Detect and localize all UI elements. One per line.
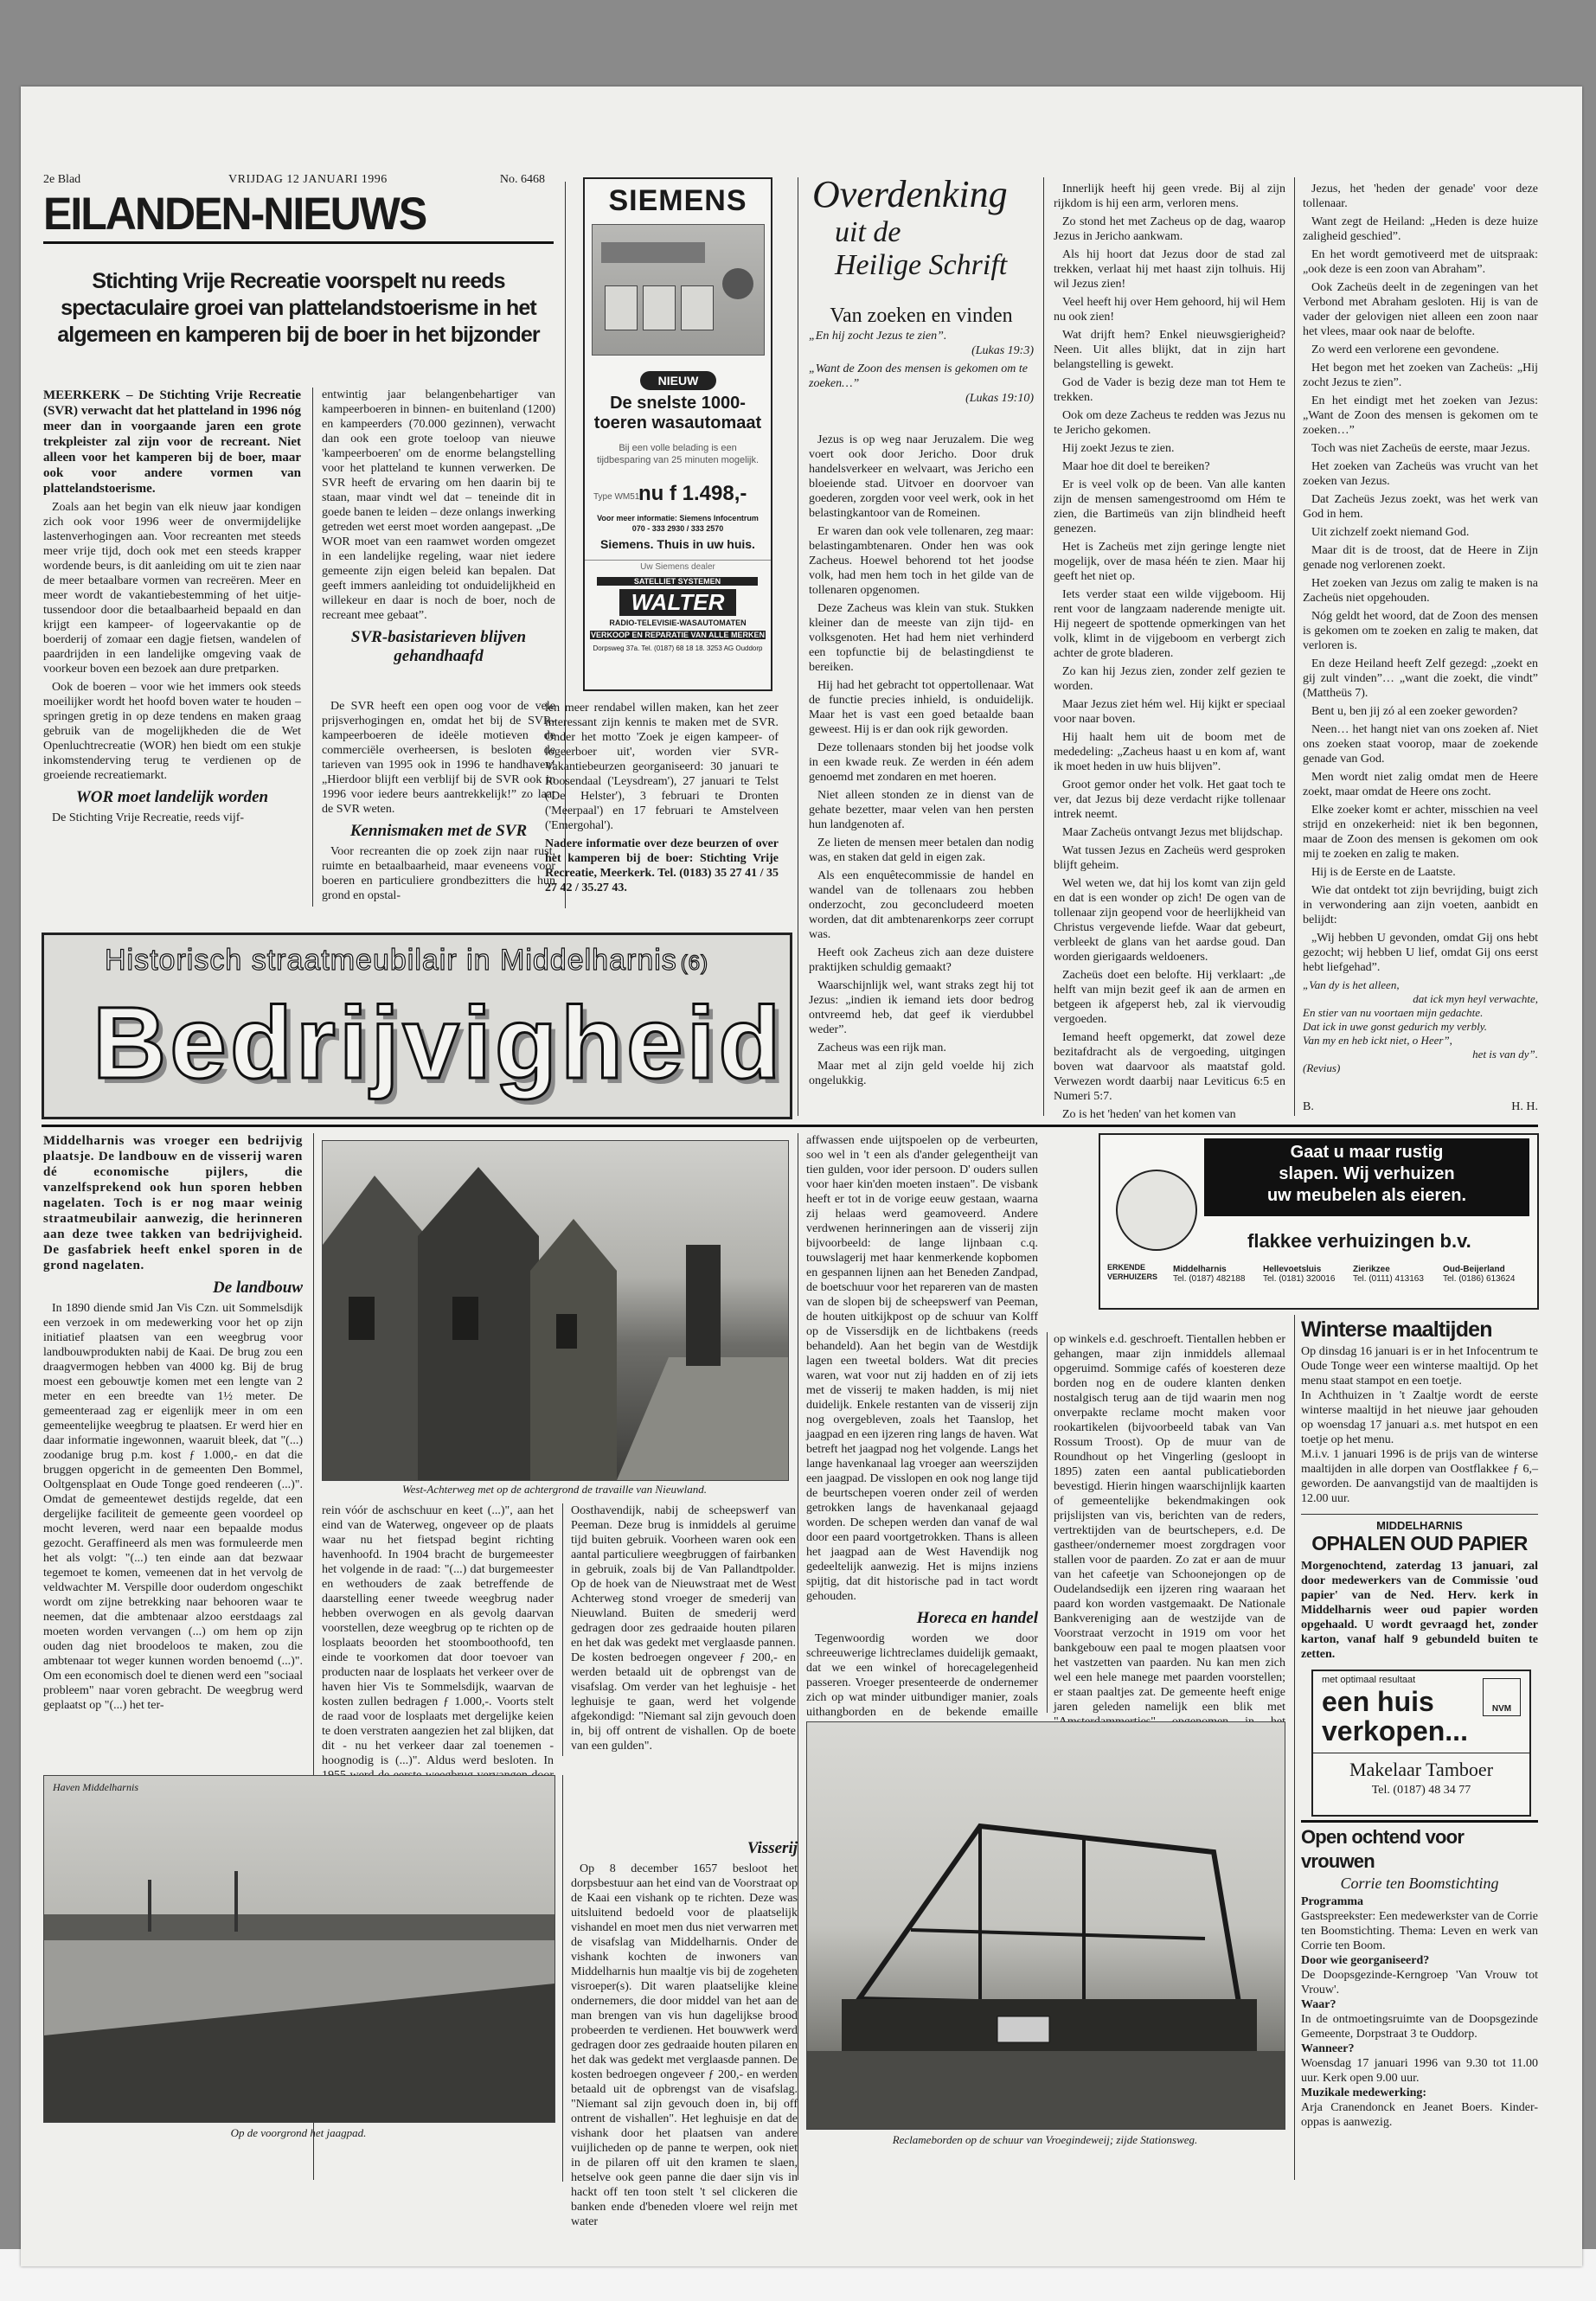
item-text: Woensdag 17 januari 1996 van 9.30 tot 11.00 uur. Kerk open 9.00 uur. [1301, 2057, 1538, 2085]
overdenking-paragraph: Jezus, het 'heden der genade' voor deze tollenaar. [1303, 183, 1538, 210]
washer-dial [722, 268, 753, 299]
siemens-sub: Bij een volle belading is een tijdbesparing van 25 minuten mogelijk. [596, 443, 760, 465]
overdenking-col-3 [1303, 182, 1538, 1116]
overdenking-paragraph: Iemand heeft opgemerkt, dat zowel deze bezitafdracht als de vergoeding, uitgingen boven wat daarvoor als maatstaf gold. Verwezen wordt daarbij naar Leviticus 6:5 en Numeri 5:7. [1054, 1031, 1285, 1103]
siemens-info: Voor meer informatie: Siemens Infocentrum 070 - 333 2930 / 333 2570 [597, 514, 759, 533]
overdenking-paragraph: Elke zoeker komt er achter, misschien na veel strijd en onzekerheid: niet ik ben begonnen, maar de Zoon des mensen is gekomen om ook mij te zoeken en zalig te maken. [1303, 804, 1538, 861]
overdenking-paragraph: Toch was niet Zacheüs de eerste, maar Jezus. [1311, 442, 1530, 455]
bedrijvigheid-col-3b [571, 1834, 798, 2228]
poem-credit: (Revius) [1303, 1061, 1341, 1074]
column-rule [562, 1775, 563, 2182]
photo-caption: Reclameborden op de schuur van Vroegindeweij; zijde Stationsweg. [892, 2133, 1198, 2146]
bedrijvigheid-col-1 [43, 1133, 303, 1756]
overdenking-paragraph: Veel heeft hij over Hem gehoord, hij wil Hem nu ook zien! [1054, 296, 1285, 324]
column-rule [1043, 177, 1044, 1116]
overdenking-paragraph: Men wordt niet zalig omdat men de Heere zoekt, maar omdat de Heere ons zocht. [1303, 771, 1538, 798]
banner-line: uw meubelen als eieren. [1266, 1186, 1467, 1205]
series-no: (6) [680, 952, 709, 975]
masthead-rule [43, 241, 554, 244]
office-place: Zierikzee [1353, 1265, 1390, 1274]
photo-caption: West-Achterweg met op de achtergrond de travaille van Nieuwland. [401, 1483, 707, 1496]
overdenking-paragraph: Deze tollenaars stonden bij het joodse volk in een kwade reuk. Ze werden in één adem genoemd met zondaren en met hoeren. [809, 741, 1034, 784]
item-label: Programma [1301, 1895, 1364, 1908]
masthead-date: VRIJDAG 12 JANUARI 1996 [228, 173, 388, 186]
overdenking-title [809, 173, 1034, 294]
walter-service: VERKOOP EN REPARATIE VAN ALLE MERKEN [590, 631, 766, 639]
overdenking-paragraph: Ook Zacheüs deelt in de zegeningen van het Verbond met Abraham gesloten. Hij is van de vader der gelovigen niet alleen een zoon naar het vlees, maar ook naar de belofte. [1303, 281, 1538, 338]
washer-button [643, 285, 676, 330]
photo-caption: Op de voorgrond het jaagpad. [230, 2126, 367, 2139]
tamboer-name: Makelaar Tamboer [1313, 1753, 1529, 1781]
bedrijvigheid-col-4 [806, 1133, 1038, 1719]
overdenking-paragraph: God de Vader is bezig deze man tot Hem te trekken. [1054, 376, 1285, 404]
column-rule [1294, 177, 1295, 1116]
overdenking-paragraph: En het eindigt met het zoeken van Jezus: „Want de Zoon des mensen is gekomen om te zoeken…” [1303, 394, 1538, 437]
overdenking-paragraph: Groot gemor onder het volk. Het gaat toch te ver, dat Jezus bij deze verdacht rijke tollenaar intrek neemt. [1054, 779, 1285, 821]
overdenking-paragraph: Zacheus was een rijk man. [817, 1042, 946, 1054]
flakkee-banner [1204, 1138, 1529, 1216]
subhead-visserij: Visserij [747, 1839, 798, 1857]
banner-line: Gaat u maar rustig [1290, 1143, 1444, 1162]
poem [1303, 978, 1538, 1075]
overdenking-paragraph: „Wij hebben U gevonden, omdat Gij ons hebt gezocht; wij hebben U lief, omdat Gij ons eerst hebt liefgehad”. [1303, 932, 1538, 974]
item-text: Gastspreekster: Een medewerkster van de Corrie ten Boomstichting. Thema: Leven en werk van Corrie ten Boom. [1301, 1910, 1538, 1952]
item-label: Waar? [1301, 1998, 1336, 2011]
office [1443, 1265, 1529, 1284]
office-place: Middelharnis [1173, 1265, 1227, 1274]
oud-papier-body: Morgenochtend, zaterdag 13 januari, zal door medewerkers van de Commissie 'oud papier' van de Ned. Herv. kerk in Middelharnis weer oud papier worden opgehaald. U wordt gevraagd het, zonder karton, vanaf half 9 gebundeld buiten te zetten. [1301, 1560, 1538, 1661]
svr-col-1 [43, 388, 301, 907]
overdenking-paragraph: Hij zoekt Jezus te zien. [1062, 442, 1175, 455]
overdenking-paragraph: Zacheüs doet een belofte. Hij verklaart: „de helft van mijn bezit geef ik aan de armen en betgeen ik afgeperst heb, zal ik viervoudig vergoeden. [1054, 969, 1285, 1026]
photo-west-achterweg [322, 1140, 789, 1481]
poem-line: En stier van nu voortaen mijn gedachte. [1303, 1006, 1484, 1019]
item-text: Arja Cranendonck en Jeanet Boers. Kinder-oppas is aanwezig. [1301, 2101, 1538, 2129]
washer-panel-image [592, 224, 765, 356]
signature-hh: H. H. [1511, 1100, 1538, 1113]
item-label: Muzikale medewerking: [1301, 2086, 1427, 2099]
column-rule [1047, 1332, 1048, 1713]
column-rule [312, 388, 313, 907]
series-title-text: Historisch straatmeubilair in Middelharnis [105, 944, 677, 977]
overdenking-paragraph: Wat drijft hem? Enkel nieuwsgierigheid? Neen. Uit alles blijkt, dat in zijn hart belangstelling is gewekt. [1054, 329, 1285, 371]
siemens-type: Type WM51 [593, 492, 640, 502]
bedrijvigheid-paragraph: affwassen ende uijtspoelen op de verbeurten, soo wel in 't een als d'ander gelegentheijt van tien gulden, voor ider persoon. D' ouders sullen voor haer kin'den moeten instaen". De visbank heeft er tot in de vorige eeuw gestaan, waarna zij helaas werd geamoveerd. Andere verdwenen herinneringen aan de visserij zijn bijvoorbeeld: de lange lijnbaan c.q. touwslagerij met haar kenmerkende kopbomen en gespannen lijnen aan het Beneden Zandpad, de boetschuur voor het repareren van de masten van de slopen bij de scheepswerf van Peeman, de houten uitkijkpost op de schuur van Kolff op de Vissersdijk en de lichtbakens (reeds behandeld). Aan het begin van de Westdijk lagen een tweetal bolders. Wat dit precies waren, wat voor nut zij hadden en of zij iets met de visserij te maken hadden, is mij niet duidelijk. Enkele restanten van de visserij zijn nog overgebleven, zoals het Taanslop, het jaagpad en een ijzeren ring langs de haven. Wat betreft het jaagpad nog het volgende. Langs het lange havenkanaal lag vroeger aan weerszijden een jaagpad. De visslopen en ook nog lange tijd de beurtschepen voeren onder zeil of werden getrokken langs de havenkanaal gejaagd worden. De schepen werden dan vanaf de wal door een paard voortgetrokken. Thans is alleen het jaagpad aan de West Havendijk nog gedeeltelijk aanwezig. Het is mijns inziens spijtig, dat dit historische pad in tact wordt gehouden. [806, 1134, 1038, 1603]
flakkee-company: flakkee verhuizingen b.v. [1247, 1230, 1471, 1252]
overdenking-paragraph: Ze lieten de mensen meer betalen dan nodig was, en staken dat geld in eigen zak. [809, 836, 1034, 864]
overdenking-paragraph: Zo stond het met Zacheus op de dag, waarop Jezus in Jericho aankwam. [1054, 215, 1285, 243]
tamboer-line1: een huis [1322, 1686, 1434, 1717]
bedrijvigheid-paragraph: Oosthavendijk, nabij de scheepswerf van Peeman. Deze brug is inmiddels al geruime tijd buiten gebruik. Voorheen waren ook een aantal particuliere weegbruggen of fairbanken in gebruik, zoals bij de Van Pallandtpolder. Op de hoek van de Nieuwstraat met de West Achterweg stond vroeger de smederij van Nieuwland. Buiten de smederij werd gedragen door zes gedraaide houten pilaren en het dak was gedekt met verglaasde pannen. De kosten bedroegen ongeveer ƒ 200,- en werden betaald uit de opbrengst van de visafslag. Om verder van het leghuisje - het leghuisje te gaan, werd het volgende afgekondigd: "Niemant sal zijn gevouch doen in, bij off ontrent de vishallen. Op de boete van een gulden". [571, 1504, 796, 1753]
overdenking-paragraph: Als hij hoort dat Jezus door de stad zal trekken, verlaat hij met haast zijn tolhuis. Hij wil Jezus zien! [1054, 248, 1285, 291]
banner-line: slapen. Wij verhuizen [1279, 1164, 1455, 1183]
svr-col-2 [322, 388, 555, 720]
svr-subhead-kennismaken: Kennismaken met de SVR [349, 822, 528, 840]
svr-info: Nadere informatie over deze beurzen of over het kamperen bij de boer: Stichting Vrije Recreatie, Meerkerk. Tel. (0183) 35 27 41 / 35 27 42 / 35.27 43. [545, 837, 779, 894]
section-rule [42, 1125, 1538, 1127]
overdenking-paragraph: Heeft ook Zacheus zich aan deze duistere praktijken schuldig gemaakt? [809, 946, 1034, 974]
winterse-body: Op dinsdag 16 januari is er in het Infocentrum te Oude Tonge weer een winterse maaltijd. Op het menu staat stampot en een toetje. In Achthuizen in 't Zaaltje wordt de eerste winterse maaltijd in het nieuwe jaar gehouden op woensdag 17 januari a.s. met hutspot en een toetje op het menu. M.i.v. 1 januari 1996 is de prijs van de winterse maaltijden in alle dorpen van Oostflakkee ƒ 6,– geworden. De aanvangstijd van de maaltijden is 12.00 uur. [1301, 1345, 1538, 1505]
bedrijvigheid-col-3 [571, 1503, 796, 1815]
signature-b: B. [1303, 1100, 1314, 1113]
overdenking-paragraph: Zo is het 'heden' van het komen van [1062, 1108, 1236, 1121]
open-ochtend-items [1301, 1894, 1538, 2130]
overdenking-paragraph: Niet alleen stonden ze in dienst van de gehate bezetter, maar velen van hen persten hun landgenoten af. [809, 789, 1034, 831]
overdenking-headline: Van zoeken en vinden [830, 304, 1013, 327]
tamboer-tel: Tel. (0187) 48 34 77 [1371, 1784, 1471, 1797]
column-rule [562, 1503, 563, 1756]
overdenking-paragraph: Nóg geldt het woord, dat de Zoon des mensen is gekomen om te zoeken en zalig te maken, dat verloren is. [1303, 610, 1538, 652]
overdenking-paragraph: Er waren dan ook vele tollenaren, zeg maar: belastingambtenaren. Onder hen was ook Zacheus. Hoewel behorend tot het joodse volk, had men hem toch in het gilde van de tollenaren opgenomen. [809, 525, 1034, 597]
svr-subhead-wor: WOR moet landelijk worden [75, 788, 269, 806]
overdenking-paragraph: Wel weten we, dat hij los komt van zijn geld en dat is een wonder op zich! De ogen van de tollenaar zijn geopend voor de heerlijkheid van Christus vergevende liefde. Waar dat gebeurt, verbleekt de glans van het aardse goud. Dan worden gierigaards weldoeners. [1054, 877, 1285, 964]
flakkee-offices [1173, 1265, 1528, 1299]
overdenking-paragraph: Hij had het gebracht tot oppertollenaar. Wat de functie precies inhield, is onduidelijk. Maar het is vast een goed betaalde baan geweest. Hij is er dan ook rijk geworden. [809, 679, 1034, 736]
svr-paragraph: Voor recreanten die op zoek zijn naar rust, ruimte en betaalbaarheid, maar eveneens voor boeren en particuliere grondbezitters die hun grond en opstal- [322, 845, 555, 902]
bedrijvigheid-paragraph: rein vóór de aschschuur en keet (...)", aan het eind van de Waterweg, ongeveer op de plaats waar nu het fietspad begint richting havenhoofd. In 1904 bracht de burgemeester het volgende in de raad: "(...) dat burgemeester en wethouders de zaak betreffende de daarstelling eener tweede weegbrug nader hebben overwogen en als gevolg daarvan voorstellen, deze weegbrug op te richten op de losplaats beoorden het stoomboothoofd, ten einde te voorkomen dat door toevoer van producten naar de losplaats het verkeer over de haven hier Vis te Sommelsdijk, waarvan de kosten zullen bedragen ƒ 1.000,-. Voorts stelt de raad voor de losplaats met dergelijke keien te doen verstraten aangezien het zal blijken, dat dit - nu het verkeer daar zal toenemen - hoognodig is (...)". Aldus werd besloten. In [322, 1504, 554, 1767]
walter-address: Dorpsweg 37a. Tel. (0187) 68 18 18. 3253 AG Ouddorp [593, 644, 763, 652]
office-place: Hellevoetsluis [1263, 1265, 1322, 1274]
bedrijvigheid-paragraph: In 1890 diende smid Jan Vis Czn. uit Sommelsdijk een verzoek in om medewerking voor het op zijn initiatief plaatsen van een weegbrug voor landbouwprodukten nabij de Kaai. De brug zou een draagvermogen hebben van 4000 kg. Bij de brug moest een gebouwtje komen met een lengte van 2 meter en een breedte van 1½ meter. De gemeenteraad zag er eigenlijk meer in om een gemeentelijke weegbrug te plaatsen. Er werd hier en daar informatie ingewonnen, waaruit bleek, dat "(...) zoodanige brug p.m. kost ƒ 1.000,- en dat die bruggen opgericht in de gemeenten Den Bommel, Ooltgensplaat en Oude Tonge goed rendeeren (...)". Omdat de gemeentewet destijds regelde, dat een dergelijke faciliteit de gemeente geen voordeel op mocht leveren, werd naar een bepaalde modus gezocht. Geraffineerd als men was formuleerde men het als volgt: "(...) ten einde aan dat bezwaar tegemoet te komen, vemeenen dat in het vervolg de veldwachter M. Verspille door ouderdom ongeschikt wordt om zijne betrekking naar behooren waar te neemen, dat die ambtenaar alzoo eerstdaags zal moeten worden vervangen (...) om hem op zijn ouden dag niet broodeloos te maken, zou die ambtenaar tot weger kunnen worden benoemd (...)". Om een economisch doel te dienen werd een "sociaal probleem" naar voren gebracht. De weegbrug werd geplaatst op "(...) het ter- [43, 1302, 303, 1712]
oud-papier-headline: OPHALEN OUD PAPIER [1311, 1532, 1528, 1554]
poem-line: het is van dy”. [1472, 1048, 1538, 1061]
svr-paragraph: len meer rendabel willen maken, kan het zeer interessant zijn kennis te maken met de SVR. Onder het motto 'Zoek je eigen kampeer- of logeerboer uit', worden vier SVR-Vakantiebeurzen georganiseerd: 30 januari te Roosendaal ('Leysdream'), 27 januari te Telst ('De Helster'), 3 februari te Dronten ('Meerpaal') en 17 februari te Amstelveen ('Emergohal'). [545, 702, 779, 832]
item-label: Wanneer? [1301, 2042, 1355, 2055]
poem-line: Van my en heb ickt niet, o Heer”, [1303, 1034, 1452, 1047]
tamboer-line2: verkopen... [1322, 1715, 1468, 1747]
siemens-slogan: Siemens. Thuis in uw huis. [600, 537, 755, 551]
overdenking-title-2: uit de [835, 216, 901, 248]
overdenking-paragraph: Wie dat ontdekt tot zijn bevrijding, buigt zich in verwondering aan zijn voeten, aanbidt en belijdt: [1303, 884, 1538, 926]
office-place: Oud-Beijerland [1443, 1265, 1505, 1274]
item-label: Door wie georganiseerd? [1301, 1954, 1430, 1967]
siemens-logo: SIEMENS [608, 184, 747, 217]
open-ochtend-notice [1301, 1825, 1538, 2180]
bedrijvigheid-col-2 [322, 1503, 554, 1767]
eggbox-icon [1116, 1170, 1197, 1251]
nieuw-badge: NIEUW [640, 371, 716, 390]
bedrijvigheid-paragraph: Tegenwoordig worden we door schreeuwerige lichtreclames duidelijk gemaakt, dat we een winkel of horecagelegenheid passeren. Vroeger presenteerde de ondernemer zich op wat minder uitbundiger manier, zoals uithangborden en de bekende emaille [806, 1632, 1038, 1719]
overdenking-paragraph: Het is Zacheüs met zijn geringe lengte niet mogelijk, over de masa héén te zien. Maar hij geeft het niet op. [1054, 541, 1285, 583]
overdenking-paragraph: Iets verder staat een wilde vijgeboom. Hij rent voor de langzaam naderende menigte uit. Hij negeert de spottende opmerkingen van het volk, klimt in de vijgeboom en verbergt zich achter de grote bladeren. [1054, 588, 1285, 660]
bedrijvigheid-title: Bedrijvigheid [93, 986, 785, 1100]
overdenking-title-3: Heilige Schrift [835, 249, 1008, 281]
walter-logo: WALTER [619, 589, 736, 616]
bedrijvigheid-paragraph: Op 8 december 1657 besloot het dorpsbestuur aan het eind van de Voorstraat op de Kaai een vishank op te richten. Deze was uitsluitend bedoeld voor de plaatselijk vishandel en moet men dus niet verwarren met de visafslag van Middelharnis. Onder de vishank kochten de inwoners van Middelharnis hun maaltje vis bij de zogeheten visroeper(s). Dit waren plaatselijke kleine ondernemers, die door middel van het aan de man brengen van vis hun dagelijkse brood probeerden te verdienen. Het bouwwerk werd gedragen door zes gedraaide houten pilaren en het dak was gedekt met verglaasde pannen. De kosten bedroegen ongeveer ƒ 200,- en werden betaald uit de opbrengst van de visafslag. "Niemant sal zijn gevouch doen in, bij off ontrent de vishallen". Het leghuisje en dat de vishank door het plaatsen van andere vuijlicheden op de panne te werpen, ook niet in de pilaren off uit den kramen te slaen, hetselve ook geen panne die daer sijn vis in hackt off ten toon stelt 't sel clickeren die banken ende d'beneden vloere wel reijn met water [571, 1862, 798, 2228]
washer-display [601, 242, 705, 263]
poem-line: dat ick myn heyl verwachte, [1413, 992, 1538, 1005]
office [1353, 1265, 1439, 1284]
open-ochtend-sub: Corrie ten Boomstichting [1340, 1875, 1499, 1892]
winterse-headline: Winterse maaltijden [1301, 1317, 1492, 1342]
overdenking-quote: „En hij zocht Jezus te zien”. [809, 330, 947, 343]
item-text: De Doopsgezinde-Kerngroep 'Van Vrouw tot Vrouw'. [1301, 1969, 1538, 1997]
nvm-logo: NVM [1483, 1678, 1521, 1716]
overdenking-paragraph: Maar hoe dit doel te bereiken? [1062, 460, 1210, 473]
svr-paragraph: entwintig jaar belangenbehartiger van kampeerboeren in binnen- en buitenland (1200) en kampeerders (70.000 gezinnen), verwacht dan ook een grote toeloop van nieuwe 'kampeerboeren' om de enorme belangstelling voor het platteland te kunnen verwerken. De SVR heeft de ervaring om hen daarin bij te staan, maar vindt wel dat – teneinde dit in goede banen te leiden – deze onlangs inwerking getreden wet eerst moet worden aangepast. „De WOR moet van een raamwet worden omgezet in een landelijke regeling, waar niet iedere gemeente zijn eigen beleid kan bepalen. Dat geeft immers aanleiding tot onduidelijkheid en willekeur en daar is noch de boer, noch de recreant mee gebaat”. [322, 388, 555, 622]
oud-papier-notice [1301, 1519, 1538, 1666]
poem-line: „Van dy is het alleen, [1303, 978, 1400, 991]
overdenking-paragraph: Want zegt de Heiland: „Heden is deze huize zaligheid geschied”. [1303, 215, 1538, 243]
overdenking-paragraph: En het wordt gemotiveerd met de uitspraak: „ook deze is een zoon van Abraham”. [1303, 248, 1538, 276]
overdenking-quote: „Want de Zoon des mensen is gekomen om te zoeken…” [809, 362, 1029, 390]
siemens-ad[interactable] [583, 177, 772, 691]
overdenking-paragraph: Maar dit is de troost, dat de Heere in Zijn genade nog verlorenen zoekt. [1303, 544, 1538, 572]
svr-paragraph: Zoals aan het begin van elk nieuw jaar kondigen zich ook voor 1996 weer de onvermijdelijke lastenverhogingen aan. Voor recreanten met steeds meer vrije tijd, doch ook met een steeds krapper wordende beurs, is dit aanleiding om uit te zien naar de meer betaalbare vormen van recreëren. Meer en meer wordt de vakantiebestemming of het uitje-tussendoor door die betaalbaarheid bepaald en dan krijgt een kampeer- of logeervakantie op de boerderij of zomaar een dagje fietsen, wandelen of paardrijden in een landelijke omgeving vaak de voorkeur boven een bezoek aan dure pretparken. [43, 501, 301, 676]
office-tel: Tel. (0186) 613624 [1443, 1274, 1516, 1284]
overdenking-col-1 [809, 433, 1034, 1116]
oud-papier-place: MIDDELHARNIS [1376, 1519, 1463, 1532]
barn-photo-drawing [807, 1722, 1285, 2129]
walter-line: RADIO-TELEVISIE-WASAUTOMATEN [609, 619, 747, 627]
svr-paragraph: De Stichting Vrije Recreatie, reeds vijf- [52, 811, 245, 824]
walter-tag: SATELLIET SYSTEMEN [597, 577, 758, 586]
svr-headline [43, 268, 554, 375]
overdenking-paragraph: Maar Zacheüs ontvangt Jezus met blijdschap. [1062, 826, 1284, 839]
section-rule [1301, 1820, 1538, 1823]
overdenking-paragraph: Zo werd een verlorene een gevondene. [1311, 343, 1499, 356]
subhead-horeca: Horeca en handel [916, 1609, 1038, 1627]
overdenking-paragraph: Ook om deze Zacheus te redden was Jezus nu te Jericho gekomen. [1054, 409, 1285, 437]
siemens-price: nu f 1.498,- [638, 482, 747, 505]
overdenking-paragraph: Innerlijk heeft hij geen vrede. Bij al zijn rijkdom is hij een arm, verloren mens. [1054, 183, 1285, 210]
bedrijvigheid-lead: Middelharnis was vroeger een bedrijvig plaatsje. De landbouw en de visserij waren dé economische pijlers, die vanzelfsprekend ook hun sporen hebben nagelaten. Toch is er nog maar weinig straatmeubilair aanwezig, die herinneren aan deze twee takken van bedrijvigheid. De gasfabriek heeft enkel sporen in de grond nagelaten. [43, 1134, 303, 1272]
svr-subhead-tarieven: SVR-basistarieven blijven gehandhaafd [350, 628, 527, 665]
harbour-photo-drawing [44, 1776, 554, 2122]
masthead-title: EILANDEN-NIEUWS [43, 188, 426, 240]
overdenking-signature [1303, 1100, 1538, 1118]
photo-haven [43, 1775, 555, 2123]
office-tel: Tel. (0111) 413163 [1353, 1274, 1424, 1284]
overdenking-paragraph: Zo kan hij Jezus zien, zonder zelf gezien te worden. [1054, 665, 1285, 693]
overdenking-header [809, 303, 1034, 424]
overdenking-paragraph: Wat tussen Jezus en Zacheüs werd gesproken blijft geheim. [1054, 844, 1285, 872]
overdenking-title-1: Overdenking [812, 173, 1008, 215]
tamboer-ad[interactable] [1311, 1670, 1531, 1817]
column-rule [1294, 1315, 1295, 2180]
office [1173, 1265, 1259, 1284]
overdenking-paragraph: Dat Zacheüs Jezus zoekt, was het werk van God in hem. [1303, 493, 1538, 521]
svr-paragraph: De SVR heeft een open oog voor de vele prijsverhogingen en, omdat het bij de SVR-kampeerboeren de ideële motieven de commerciële overheersen, is besloten de tarieven van 1995 ook in 1996 te handhaven! „Hierdoor blijft een verblijf bij de SVR ook in 1996 voor iedere beurs aantrekkelijk!” zo laat de SVR weten. [322, 700, 555, 816]
siemens-dealer-note: Uw Siemens dealer [585, 560, 771, 572]
svr-paragraph: Ook de boeren – voor wie het immers ook steeds moeilijker wordt het hoofd boven water te houden – springen gretig in op deze tendens en maken graag gebruik van de mogelijkheden die de Wet Openluchtrecreatie (WOR) hen biedt om een stukje inkomstenderving terug te verdienen op de groeiende recreatiemarkt. [43, 681, 301, 782]
svr-col-2b [322, 699, 555, 907]
overdenking-paragraph: Er is veel volk op de been. Van alle kanten zijn de mensen samengestroomd om Hém te zien, die Bartimeüs van zijn blindheid heeft genezen. [1054, 478, 1285, 535]
overdenking-ref: (Lukas 19:3) [971, 344, 1034, 357]
office-tel: Tel. (0187) 482188 [1173, 1274, 1246, 1284]
street-photo-drawing [323, 1141, 788, 1480]
section-rule [1301, 1514, 1538, 1515]
overdenking-paragraph: Als een enquêtecommissie de handel en wandel van de tollenaars zou hebben onderzocht, zou geconcludeerd moeten worden, dat dit ambtenarenkorps zeer corrupt was. [809, 869, 1034, 941]
svr-lead: MEERKERK – De Stichting Vrije Recreatie (SVR) verwacht dat het platteland in 1996 nóg meer dan in voorgaande jaren een grote trekpleister zal zijn voor de recreant. Niet alleen voor het kamperen bij de boer, maar ook voor andere vormen van plattelandstoerisme. [43, 388, 301, 496]
tamboer-top: met optimaal resultaat [1322, 1675, 1416, 1685]
siemens-headline: De snelste 1000-toeren wasautomaat [593, 394, 762, 433]
office [1263, 1265, 1349, 1284]
bedrijvigheid-paragraph: op winkels e.d. geschroeft. Tientallen hebben er gehangen, maar zijn inmiddels allemaal opgeruimd. Sommige cafés of koesteren deze borden nog en de oudere klanten denken nostalgisch terug aan de tijd waarin men nog onverpakte reclame mocht maken voor rookartikelen (bijvoorbeeld tabak van Van Rossum Troost). Op de muur van de Roundhout op het Vingerling (gesloopt in 1895) zaten een aantal publicatieborden bevestigd. Hierin hingen waarschijnlijk kaarten of gemeentelijke bekendmakingen ook prijslijsten van vis, berichten van de reders, vertrektijden van de beurtschepers, e.d. De gastheer/ondernemer moest zorgdragen voor stallen voor de paarden. Zo zat er aan de muur van het cafeetje van Schoonejongen op de Oudelandsedijk een ijzeren ring waaraan het paard kon worden vastgemaakt. De Nationale Bankvereniging aan de westzijde van de Voorstraat verzocht in 1919 om voor het bankgebouw een paal te mogen plaatsen voor het vastzetten van paarden. Nu kan men zich wel een hele manege met paarden voorstellen; er staan paaltjes zat. De gemeente heeft enige jaren geleden namelijk een blik met [1054, 1333, 1285, 1714]
flakkee-ad[interactable] [1099, 1133, 1539, 1310]
overdenking-paragraph: Maar Jezus ziet hém wel. Hij kijkt er speciaal voor naar boven. [1054, 698, 1285, 726]
office-tel: Tel. (0181) 320016 [1263, 1274, 1336, 1284]
masthead-blad: 2e Blad [43, 173, 81, 186]
overdenking-paragraph: Uit zichzelf zoekt niemand God. [1311, 526, 1470, 539]
svr-headline-text: Stichting Vrije Recreatie voorspelt nu reeds spectaculaire groei van plattelandstoerisme in het algemeen en kamperen bij de boer in het bijzonder [57, 269, 540, 347]
overdenking-paragraph: Het begon met het zoeken van Zacheüs: „Hij zocht Jezus te zien”. [1303, 362, 1538, 389]
poem-line: Dat ick in uwe gonst gedurich my verbly. [1303, 1020, 1488, 1033]
overdenking-paragraph: Neen… het hangt niet van ons zoeken af. Niet ons zoeken staat voorop, maar de zoekende genade van God. [1303, 723, 1538, 766]
overdenking-paragraph: Waarschijnlijk wel, want straks zegt hij tot Jezus: „indien ik iemand iets door bedrog ontvreemd heb, dat geef ik vierdubbel weder”. [809, 979, 1034, 1036]
overdenking-paragraph: Hij haalt hem uit de boom met de mededeling: „Zacheus haast u en kom af, want ik moet heden in uw huis blijven”. [1054, 731, 1285, 773]
winterse-notice [1301, 1317, 1538, 1507]
photo-label: Haven Middelharnis [53, 1781, 138, 1793]
bedrijvigheid-banner [42, 933, 792, 1119]
overdenking-ref: (Lukas 19:10) [965, 392, 1034, 405]
washer-button [605, 285, 638, 330]
svr-col-3 [545, 701, 779, 908]
erkende-logo: ERKENDE VERHUIZERS [1107, 1263, 1158, 1281]
item-text: In de ontmoetingsruimte van de Doopsgezinde Gemeente, Dorpstraat 3 te Ouddorp. [1301, 2013, 1538, 2041]
overdenking-paragraph: Deze Zacheus was klein van stuk. Stukken kleiner dan de meeste van zijn tijd- en volksgenoten. Het had hem niet verhinderd een topfunctie bij de belastingdienst te bereiken. [809, 602, 1034, 674]
overdenking-paragraph: Het zoeken van Zacheüs was vrucht van het zoeken van Jezus. [1303, 460, 1538, 488]
masthead-number: No. 6468 [499, 173, 545, 186]
subhead-landbouw: De landbouw [213, 1279, 303, 1297]
overdenking-paragraph: Jezus is op weg naar Jeruzalem. Die weg voert ook door Jericho. Door druk handelsverkeer en welvaart, was Jericho een bloeiende stad. Uitvoer en doorvoer van goederen, zorgden voor veel werk, ook in het belastingkantoor van de Romeinen. [809, 433, 1034, 520]
bedrijvigheid-col-5 [1054, 1332, 1285, 1713]
overdenking-paragraph: Bent u, ben jij zó al een zoeker geworden? [1311, 705, 1518, 718]
overdenking-paragraph: Het zoeken van Jezus om zalig te maken is na Zacheüs niet opgehouden. [1303, 577, 1538, 605]
open-ochtend-headline: Open ochtend voor vrouwen [1301, 1826, 1465, 1872]
washer-button [681, 285, 714, 330]
overdenking-paragraph: Hij is de Eerste en de Laatste. [1311, 866, 1456, 879]
overdenking-paragraph: En deze Heiland heeft Zelf gezegd: „zoekt en gij zult vinden”… „want die zoekt, die vindt” (Mattheüs 7). [1303, 657, 1538, 700]
overdenking-col-2 [1054, 182, 1285, 1121]
series-title [105, 944, 708, 977]
overdenking-paragraph: Maar met al zijn geld voelde hij zich ongelukkig. [809, 1060, 1034, 1087]
photo-reclameborden [806, 1721, 1285, 2130]
